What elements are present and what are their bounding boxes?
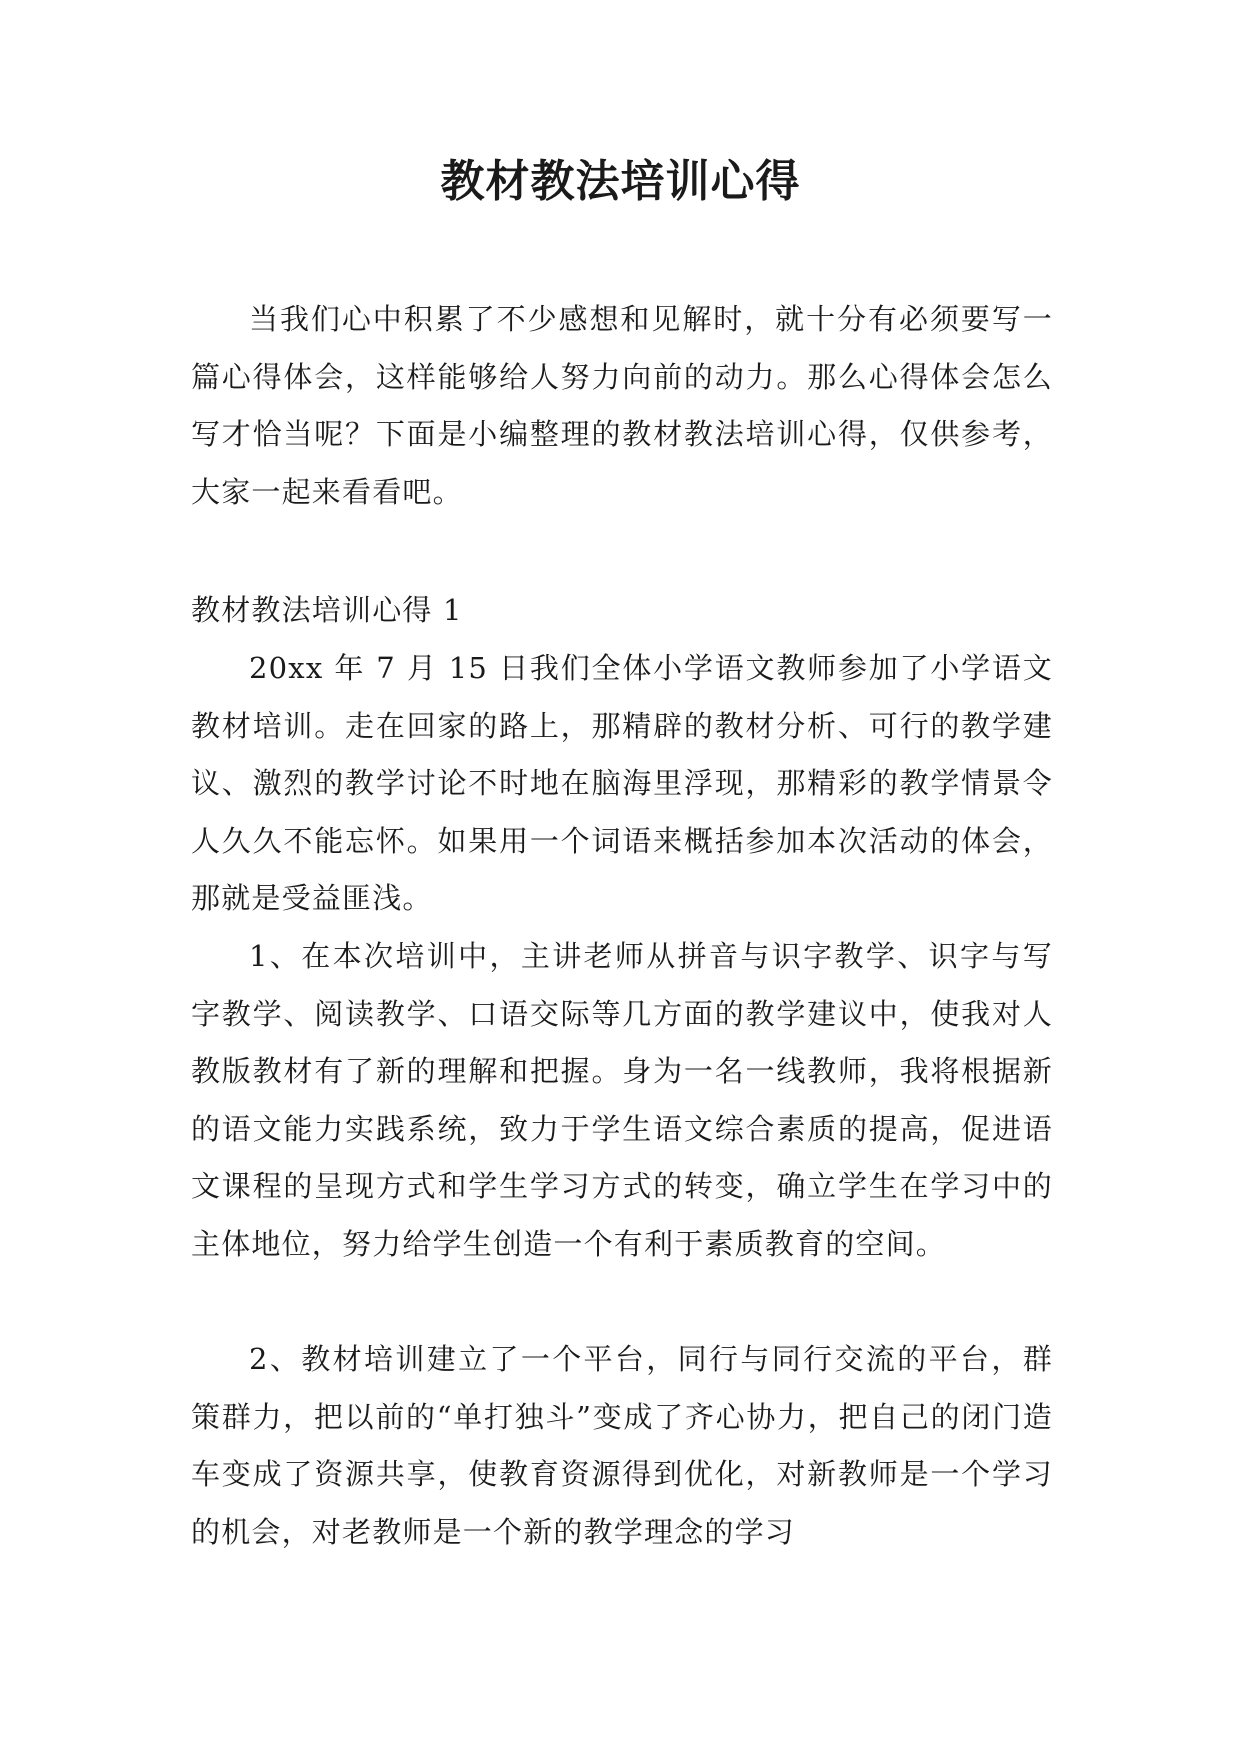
intro-paragraph: 当我们心中积累了不少感想和见解时，就十分有必须要写一篇心得体会，这样能够给人努力向前的动力。那么心得体会怎么写才恰当呢？下面是小编整理的教材教法培训心得，仅供参考，大家一起来看看吧。 xyxy=(191,302,1053,509)
document-title: 教材教法培训心得 xyxy=(440,156,801,207)
body-paragraph: 20xx 年 7 月 15 日我们全体小学语文教师参加了小学语文教材培训。走在回家的路上，那精辟的教材分析、可行的教学建议、激烈的教学讨论不时地在脑海里浮现，那精彩的教学情景令人久久不能忘怀。如果用一个词语来概括参加本次活动的体会，那就是受益匪浅。 xyxy=(191,651,1053,916)
section-heading: 教材教法培训心得 1 xyxy=(191,593,463,627)
body-paragraph: 1、在本次培训中，主讲老师从拼音与识字教学、识字与写字教学、阅读教学、口语交际等几方面的教学建议中，使我对人教版教材有了新的理解和把握。身为一名一线教师，我将根据新的语文能力实践系统，致力于学生语文综合素质的提高，促进语文课程的呈现方式和学生学习方式的转变，确立学生在学习中的主体地位，努力给学生创造一个有利于素质教育的空间。 xyxy=(191,939,1053,1261)
body-paragraph: 2、教材培训建立了一个平台，同行与同行交流的平台，群策群力，把以前的“单打独斗”变成了齐心协力，把自己的闭门造车变成了资源共享，使教育资源得到优化，对新教师是一个学习的机会，对老教师是一个新的教学理念的学习 xyxy=(191,1342,1053,1549)
